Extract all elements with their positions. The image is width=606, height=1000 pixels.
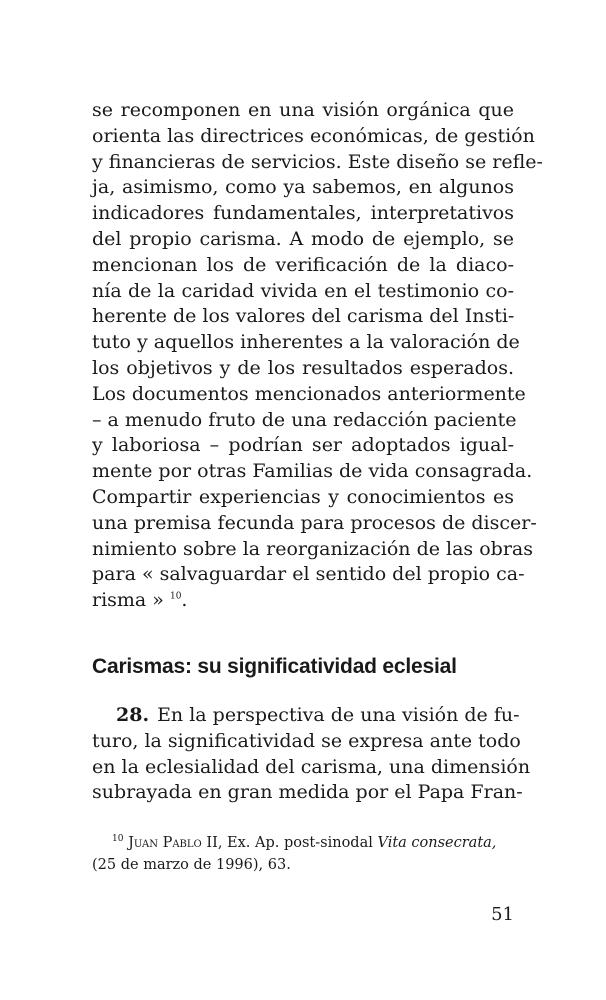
- paragraph-line: nimiento sobre la reorganización de las obras: [92, 537, 533, 560]
- paragraph-line: mente por otras Familias de vida consagrada.: [92, 460, 533, 483]
- paragraph-line: para « salvaguardar el sentido del propio ca-: [92, 563, 525, 586]
- paragraph-line: y financieras de servicios. Este diseño se refle-: [92, 150, 543, 173]
- paragraph-first-line: [92, 703, 520, 729]
- paragraph-line: turo, la significatividad se expresa ante todo: [92, 729, 521, 752]
- last-line-end: .: [181, 589, 188, 612]
- main-paragraph: [92, 98, 543, 614]
- paragraph-line: ja, asimismo, como ya sabemos, en algunos: [92, 176, 514, 199]
- footnote-line: [92, 832, 514, 854]
- paragraph-line: los objetivos y de los resultados esperados.: [92, 356, 514, 379]
- page-number: 51: [491, 904, 514, 925]
- paragraph-line: tuto y aquellos inherentes a la valoración de: [92, 331, 520, 354]
- paragraph-line: subrayada en gran medida por el Papa Fran-: [92, 781, 523, 804]
- paragraph-line: del propio carisma. A modo de ejemplo, se: [92, 227, 514, 250]
- paragraph-line: herente de los valores del carisma del Insti-: [92, 305, 515, 328]
- paragraph-first-line-text: En la perspectiva de una visión de fu-: [157, 704, 520, 726]
- paragraph-last-line: [92, 588, 514, 614]
- footnote-text: , Ex. Ap. post-sinodal: [217, 835, 378, 851]
- last-line-text: risma »: [92, 589, 164, 612]
- footnote-author: Juan Pablo II: [128, 835, 218, 851]
- section-heading: Carismas: su significatividad eclesial: [92, 655, 457, 678]
- paragraph-line: una premisa fecunda para procesos de discer-: [92, 511, 537, 534]
- paragraph-line: y laboriosa – podrían ser adoptados igual-: [92, 434, 514, 457]
- paragraph-number: 28.: [116, 704, 150, 726]
- paragraph-line: se recomponen en una visión orgánica que: [92, 99, 514, 121]
- footnote: [92, 832, 514, 876]
- paragraph-line: – a menudo fruto de una redacción paciente: [92, 408, 517, 431]
- paragraph-line: orienta las directrices económicas, de gestión: [92, 124, 535, 147]
- footnote-number: 10: [112, 834, 124, 845]
- paragraph-line: Compartir experiencias y conocimientos es: [92, 485, 514, 508]
- numbered-paragraph: [92, 703, 531, 806]
- paragraph-line: nía de la caridad vivida en el testimonio co-: [92, 279, 514, 302]
- footnote-reference: 10: [169, 591, 182, 602]
- paragraph-line: en la eclesialidad del carisma, una dimensión: [92, 755, 531, 778]
- paragraph-line: Los documentos mencionados anteriormente: [92, 382, 526, 405]
- footnote-title: Vita consecrata,: [377, 835, 497, 851]
- paragraph-line: mencionan los de verificación de la diaco-: [92, 253, 514, 276]
- paragraph-line: indicadores fundamentales, interpretativos: [92, 202, 514, 225]
- footnote-line: (25 de marzo de 1996), 63.: [92, 857, 291, 873]
